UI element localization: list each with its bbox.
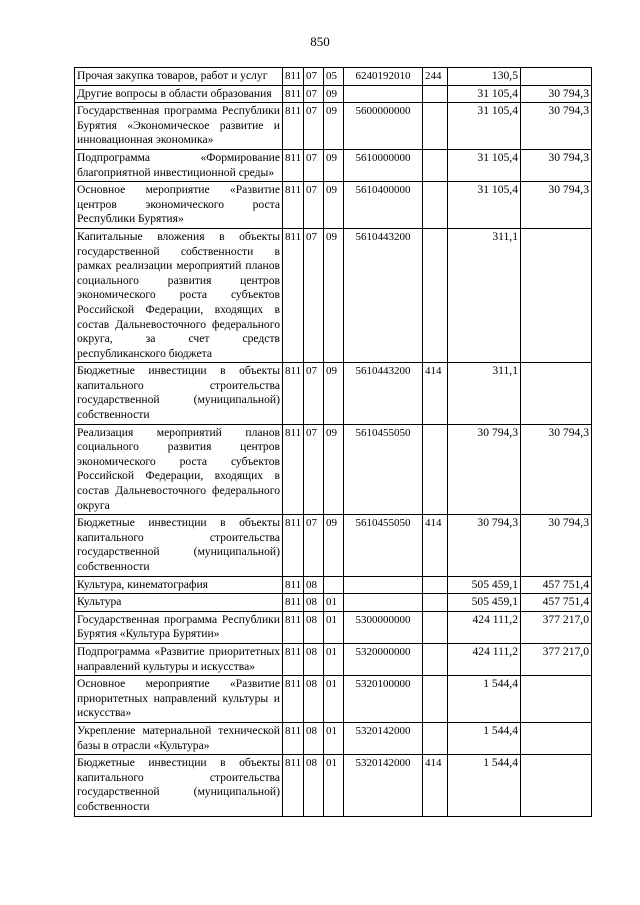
table-row [75,722,592,754]
item-name-cell: Реализация мероприятий планов социального развития центров экономического роста субъектов Российской Федерации, входящих в состав Дальневосточного федерального округа [75,424,283,515]
expense-type-cell [423,676,448,723]
grbs-code-cell: 811 [283,515,304,576]
amount-year2-cell [521,676,592,723]
expense-type-cell [423,424,448,515]
target-article-cell: 5320100000 [344,676,423,723]
item-name-cell: Культура, кинематография [75,576,283,594]
item-name-cell: Укрепление материальной технической базы в отрасли «Культура» [75,722,283,754]
section-code-cell: 07 [304,424,324,515]
target-article-cell [344,85,423,103]
amount-year2-cell: 30 794,3 [521,103,592,150]
expense-type-cell [423,576,448,594]
amount-year1-cell: 31 105,4 [448,85,521,103]
amount-year1-cell: 424 111,2 [448,611,521,643]
grbs-code-cell: 811 [283,68,304,86]
section-code-cell: 08 [304,576,324,594]
amount-year2-cell: 377 217,0 [521,643,592,675]
item-name-cell: Основное мероприятие «Развитие приоритетных направлений культуры и искусства» [75,676,283,723]
amount-year2-cell [521,722,592,754]
target-article-cell: 5600000000 [344,103,423,150]
expense-type-cell [423,103,448,150]
section-code-cell: 07 [304,515,324,576]
grbs-code-cell: 811 [283,594,304,612]
section-code-cell: 07 [304,68,324,86]
grbs-code-cell: 811 [283,755,304,816]
subsection-code-cell: 01 [324,755,344,816]
item-name-cell: Другие вопросы в области образования [75,85,283,103]
section-code-cell: 08 [304,611,324,643]
subsection-code-cell: 01 [324,594,344,612]
amount-year2-cell: 30 794,3 [521,424,592,515]
subsection-code-cell: 09 [324,182,344,229]
target-article-cell: 5610400000 [344,182,423,229]
subsection-code-cell: 09 [324,363,344,424]
grbs-code-cell: 811 [283,643,304,675]
grbs-code-cell: 811 [283,363,304,424]
amount-year1-cell: 311,1 [448,228,521,362]
target-article-cell [344,576,423,594]
expense-type-cell [423,594,448,612]
grbs-code-cell: 811 [283,722,304,754]
amount-year1-cell: 1 544,4 [448,722,521,754]
section-code-cell: 07 [304,103,324,150]
grbs-code-cell: 811 [283,182,304,229]
amount-year1-cell: 31 105,4 [448,103,521,150]
subsection-code-cell: 01 [324,676,344,723]
item-name-cell: Основное мероприятие «Развитие центров экономического роста Республики Бурятия» [75,182,283,229]
subsection-code-cell: 09 [324,85,344,103]
amount-year1-cell: 424 111,2 [448,643,521,675]
table-row [75,576,592,594]
item-name-cell: Прочая закупка товаров, работ и услуг [75,68,283,86]
expense-type-cell [423,85,448,103]
table-row [75,228,592,362]
table-row [75,594,592,612]
target-article-cell: 5610443200 [344,228,423,362]
target-article-cell: 6240192010 [344,68,423,86]
section-code-cell: 07 [304,182,324,229]
item-name-cell: Подпрограмма «Развитие приоритетных направлений культуры и искусства» [75,643,283,675]
grbs-code-cell: 811 [283,676,304,723]
item-name-cell: Государственная программа Республики Бурятия «Экономическое развитие и инновационная экономика» [75,103,283,150]
section-code-cell: 08 [304,643,324,675]
amount-year2-cell: 30 794,3 [521,515,592,576]
grbs-code-cell: 811 [283,85,304,103]
target-article-cell: 5320142000 [344,755,423,816]
subsection-code-cell: 09 [324,228,344,362]
subsection-code-cell: 09 [324,149,344,181]
section-code-cell: 07 [304,85,324,103]
budget-table [74,67,592,817]
page-number: 850 [310,34,330,49]
subsection-code-cell: 09 [324,424,344,515]
item-name-cell: Бюджетные инвестиции в объекты капитального строительства государственной (муниципальной) собственности [75,363,283,424]
table-row [75,515,592,576]
item-name-cell: Подпрограмма «Формирование благоприятной инвестиционной среды» [75,149,283,181]
table-row [75,103,592,150]
subsection-code-cell: 01 [324,611,344,643]
grbs-code-cell: 811 [283,228,304,362]
amount-year1-cell: 30 794,3 [448,424,521,515]
target-article-cell: 5610443200 [344,363,423,424]
item-name-cell: Капитальные вложения в объекты государственной собственности в рамках реализации мероприятий планов социального развития центров экономического роста субъектов Российской Федерации, входящих в состав Дальневосточного федерального округа, за счет средств республиканского бюджета [75,228,283,362]
amount-year2-cell [521,363,592,424]
table-row [75,676,592,723]
section-code-cell: 08 [304,676,324,723]
subsection-code-cell: 01 [324,722,344,754]
amount-year2-cell [521,68,592,86]
subsection-code-cell: 09 [324,515,344,576]
amount-year1-cell: 505 459,1 [448,576,521,594]
amount-year2-cell: 30 794,3 [521,182,592,229]
table-row [75,363,592,424]
amount-year1-cell: 31 105,4 [448,182,521,229]
amount-year2-cell: 377 217,0 [521,611,592,643]
grbs-code-cell: 811 [283,424,304,515]
expense-type-cell: 244 [423,68,448,86]
section-code-cell: 07 [304,228,324,362]
target-article-cell: 5320000000 [344,643,423,675]
expense-type-cell [423,722,448,754]
subsection-code-cell [324,576,344,594]
grbs-code-cell: 811 [283,576,304,594]
table-row [75,424,592,515]
amount-year2-cell [521,755,592,816]
section-code-cell: 07 [304,149,324,181]
subsection-code-cell: 01 [324,643,344,675]
item-name-cell: Бюджетные инвестиции в объекты капитального строительства государственной (муниципальной) собственности [75,515,283,576]
table-row [75,85,592,103]
expense-type-cell: 414 [423,363,448,424]
amount-year2-cell: 30 794,3 [521,149,592,181]
subsection-code-cell: 09 [324,103,344,150]
amount-year1-cell: 1 544,4 [448,755,521,816]
grbs-code-cell: 811 [283,149,304,181]
section-code-cell: 08 [304,755,324,816]
item-name-cell: Государственная программа Республики Бурятия «Культура Бурятии» [75,611,283,643]
grbs-code-cell: 811 [283,611,304,643]
expense-type-cell [423,149,448,181]
item-name-cell: Культура [75,594,283,612]
target-article-cell: 5300000000 [344,611,423,643]
grbs-code-cell: 811 [283,103,304,150]
amount-year1-cell: 130,5 [448,68,521,86]
amount-year1-cell: 505 459,1 [448,594,521,612]
target-article-cell: 5610000000 [344,149,423,181]
expense-type-cell [423,611,448,643]
target-article-cell: 5320142000 [344,722,423,754]
amount-year2-cell: 457 751,4 [521,576,592,594]
item-name-cell: Бюджетные инвестиции в объекты капитального строительства государственной (муниципальной) собственности [75,755,283,816]
expense-type-cell: 414 [423,515,448,576]
target-article-cell: 5610455050 [344,424,423,515]
section-code-cell: 08 [304,594,324,612]
amount-year1-cell: 30 794,3 [448,515,521,576]
amount-year2-cell: 457 751,4 [521,594,592,612]
target-article-cell [344,594,423,612]
table-row [75,611,592,643]
expense-type-cell: 414 [423,755,448,816]
target-article-cell: 5610455050 [344,515,423,576]
amount-year2-cell: 30 794,3 [521,85,592,103]
table-row [75,149,592,181]
expense-type-cell [423,643,448,675]
section-code-cell: 08 [304,722,324,754]
amount-year1-cell: 1 544,4 [448,676,521,723]
table-row [75,68,592,86]
table-row [75,643,592,675]
table-row [75,182,592,229]
section-code-cell: 07 [304,363,324,424]
amount-year1-cell: 31 105,4 [448,149,521,181]
expense-type-cell [423,182,448,229]
table-body [75,68,592,817]
subsection-code-cell: 05 [324,68,344,86]
amount-year1-cell: 311,1 [448,363,521,424]
amount-year2-cell [521,228,592,362]
expense-type-cell [423,228,448,362]
table-row [75,755,592,816]
